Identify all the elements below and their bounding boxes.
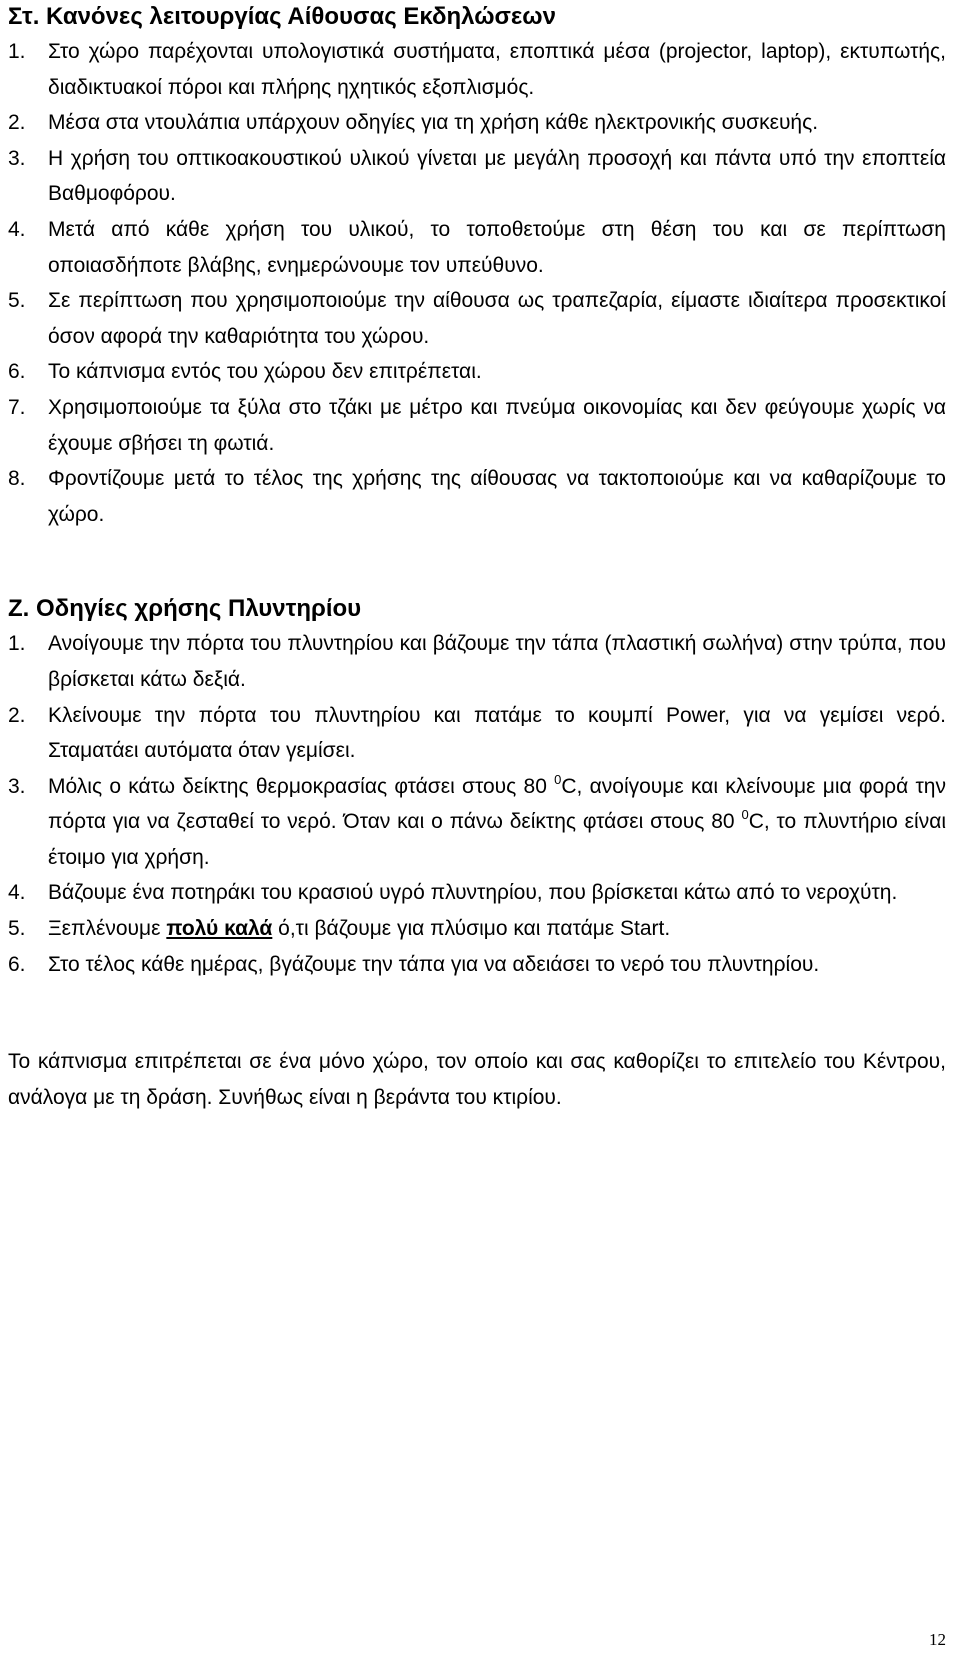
- list-item: [8, 283, 952, 354]
- emphasis-text: πολύ καλά: [166, 917, 273, 941]
- list-item: [8, 390, 952, 461]
- item-number: 4.: [8, 881, 26, 905]
- item-text: Μετά από κάθε χρήση του υλικού, το τοποθετούμε στη θέση του και σε περίπτωση οποιασδήποτε βλάβης, ενημερώνουμε τον υπεύθυνο.: [48, 217, 946, 277]
- item-text: Φροντίζουμε μετά το τέλος της χρήσης της αίθουσας να τακτοποιούμε και να καθαρίζουμε το χώρο.: [48, 467, 946, 526]
- item-number: 1.: [8, 632, 26, 656]
- list-item: [8, 141, 952, 212]
- item-text: Ανοίγουμε την πόρτα του πλυντηρίου και βάζουμε την τάπα (πλαστική σωλήνα) στην τρύπα, που βρίσκεται κάτω δεξιά.: [48, 632, 946, 691]
- list-item: [8, 698, 952, 769]
- item-number: 5.: [8, 289, 26, 313]
- degree-superscript: 0: [554, 771, 562, 787]
- list-item: [8, 626, 952, 697]
- item-text: Στο χώρο παρέχονται υπολογιστικά συστήματα, εποπτικά μέσα (projector, laptop), εκτυπωτής, διαδικτυακοί πόροι και πλήρης ηχητικός εξοπλισμός.: [48, 40, 946, 99]
- item-text: Στο τέλος κάθε ημέρας, βγάζουμε την τάπα για να αδειάσει το νερό του πλυντηρίου.: [48, 952, 820, 976]
- list-item: [8, 875, 952, 911]
- list-item: [8, 105, 952, 141]
- list-item: [8, 769, 952, 876]
- item-number: 4.: [8, 217, 26, 241]
- item-text-part: C, το πλυντήριο είναι έτοιμο για χρήση.: [48, 810, 947, 869]
- item-text: [48, 911, 952, 947]
- list-item: [8, 212, 952, 283]
- item-number: 5.: [8, 917, 26, 941]
- degree-superscript: 0: [741, 807, 749, 823]
- smoking-note: Το κάπνισμα επιτρέπεται σε ένα μόνο χώρο, τον οποίο και σας καθορίζει το επιτελείο του Κέντρου, ανάλογα με τη δράση. Συνήθως είναι η βεράντα του κτιρίου.: [8, 1050, 946, 1109]
- item-text-part: C, ανοίγουμε και κλείνουμε μια φορά την πόρτα για να ζεσταθεί το νερό. Όταν και ο πάνω δείκτης φτάσει στους 80: [48, 774, 946, 834]
- page-number: 12: [929, 1630, 946, 1649]
- washer-instructions-list: [8, 626, 952, 982]
- item-number: 7.: [8, 395, 26, 419]
- item-text-part: Ξεπλένουμε: [48, 917, 167, 941]
- item-number: 1.: [8, 40, 26, 63]
- item-number: 6.: [8, 952, 26, 976]
- item-number: 3.: [8, 146, 26, 170]
- list-item: [8, 354, 952, 390]
- list-item: [8, 461, 952, 532]
- item-text: [48, 769, 952, 876]
- item-text: Η χρήση του οπτικοακουστικού υλικού γίνεται με μεγάλη προσοχή και πάντα υπό την εποπτεία Βαθμοφόρου.: [48, 146, 946, 206]
- item-text-part: Μόλις ο κάτω δείκτης θερμοκρασίας φτάσει στους 80: [48, 774, 555, 798]
- section-heading-washer-instructions: Ζ. Οδηγίες χρήσης Πλυντηρίου: [8, 595, 362, 623]
- item-text-part: ό,τι βάζουμε για πλύσιμο και πατάμε Start.: [272, 917, 671, 941]
- section-heading-event-hall-rules: Στ. Κανόνες λειτουργίας Αίθουσας Εκδηλώσεων: [8, 3, 556, 30]
- document-page: [8, 0, 952, 1115]
- item-number: 3.: [8, 774, 26, 798]
- item-text: Χρησιμοποιούμε τα ξύλα στο τζάκι με μέτρο και πνεύμα οικονομίας και δεν φεύγουμε χωρίς να έχουμε σβήσει τη φωτιά.: [48, 395, 946, 455]
- item-text: Κλείνουμε την πόρτα του πλυντηρίου και πατάμε το κουμπί Power, για να γεμίσει νερό. Σταματάει αυτόματα όταν γεμίσει.: [48, 703, 946, 763]
- item-number: 8.: [8, 467, 26, 491]
- list-item: [8, 911, 952, 947]
- item-number: 2.: [8, 111, 26, 135]
- event-hall-rules-list: [8, 34, 952, 532]
- item-text: Το κάπνισμα εντός του χώρου δεν επιτρέπεται.: [48, 360, 482, 384]
- list-item: [8, 947, 952, 983]
- item-text: Βάζουμε ένα ποτηράκι του κρασιού υγρό πλυντηρίου, που βρίσκεται κάτω από το νεροχύτη.: [48, 881, 898, 905]
- item-text: Μέσα στα ντουλάπια υπάρχουν οδηγίες για τη χρήση κάθε ηλεκτρονικής συσκευής.: [48, 111, 819, 135]
- item-number: 2.: [8, 703, 26, 727]
- item-number: 6.: [8, 360, 26, 384]
- list-item: [8, 34, 952, 105]
- item-text: Σε περίπτωση που χρησιμοποιούμε την αίθουσα ως τραπεζαρία, είμαστε ιδιαίτερα προσεκτικοί όσον αφορά την καθαριότητα του χώρου.: [48, 289, 946, 348]
